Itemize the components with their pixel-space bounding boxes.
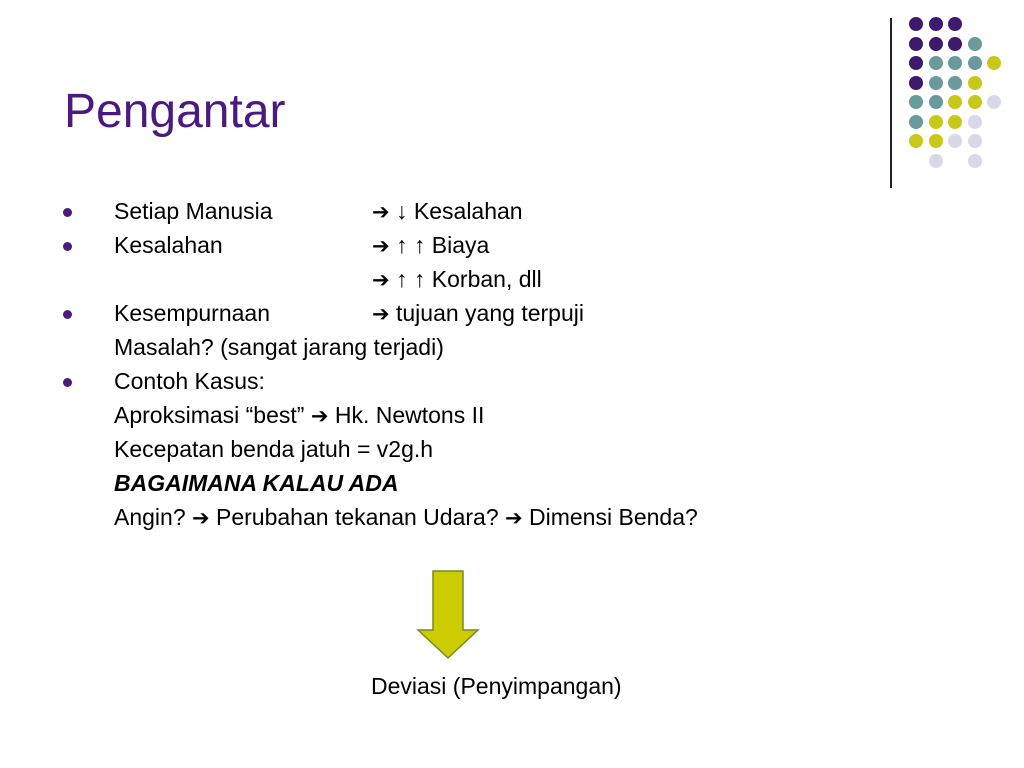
conclusion-text: Deviasi (Penyimpangan) xyxy=(371,673,622,699)
dot-yellow xyxy=(929,115,943,129)
dot-lavender xyxy=(968,134,982,148)
item-result-text: ↓ Kesalahan xyxy=(396,198,523,224)
emphasis-text: BAGAIMANA KALAU ADA xyxy=(114,470,399,496)
dot-lavender xyxy=(948,134,962,148)
arrow-right-icon: ➔ xyxy=(505,506,523,530)
item-label: Setiap Manusia xyxy=(114,198,273,224)
arrow-right-icon: ➔ xyxy=(372,268,390,292)
item-label: Kesalahan xyxy=(114,232,223,258)
bullet-icon xyxy=(63,242,72,251)
bullet-icon xyxy=(63,208,72,217)
dot-lavender xyxy=(929,154,943,168)
item-result-text: ↑ ↑ Korban, dll xyxy=(396,266,542,292)
dot-purple xyxy=(909,37,923,51)
dot-teal xyxy=(909,115,923,129)
down-arrow-shape xyxy=(418,571,478,658)
dot-yellow xyxy=(948,95,962,109)
item-label: Kecepatan benda jatuh = v2g.h xyxy=(114,436,434,462)
dot-teal xyxy=(929,56,943,70)
dot-teal xyxy=(929,76,943,90)
dot-purple xyxy=(948,17,962,31)
dot-purple xyxy=(929,17,943,31)
dot-yellow xyxy=(968,76,982,90)
arrow-right-icon: ➔ xyxy=(372,200,390,224)
dot-purple xyxy=(909,17,923,31)
dot-yellow xyxy=(987,56,1001,70)
dot-yellow xyxy=(929,134,943,148)
dot-purple xyxy=(909,76,923,90)
dot-lavender xyxy=(987,95,1001,109)
down-arrow-icon xyxy=(416,570,480,660)
arrow-right-icon: ➔ xyxy=(372,302,390,326)
item-text: Perubahan tekanan Udara? xyxy=(216,504,499,530)
dot-lavender xyxy=(968,115,982,129)
item-label xyxy=(114,398,484,433)
bullet-icon xyxy=(63,378,72,387)
dot-teal xyxy=(948,56,962,70)
arrow-right-icon: ➔ xyxy=(192,506,210,530)
item-label xyxy=(114,500,698,535)
item-text: Dimensi Benda? xyxy=(529,504,698,530)
slide-title: Pengantar xyxy=(64,85,286,138)
item-result-text: ↑ ↑ Biaya xyxy=(396,232,490,258)
dot-teal xyxy=(968,37,982,51)
item-result-text: tujuan yang terpuji xyxy=(396,300,584,326)
dot-teal xyxy=(909,95,923,109)
item-text: Hk. Newtons II xyxy=(334,402,485,428)
item-result xyxy=(372,262,542,297)
vertical-divider xyxy=(890,18,892,188)
item-label: Masalah? (sangat jarang terjadi) xyxy=(114,334,444,360)
dot-purple xyxy=(929,37,943,51)
item-result xyxy=(372,296,584,331)
dot-purple xyxy=(948,37,962,51)
arrow-right-icon: ➔ xyxy=(310,404,329,428)
item-label: Kesempurnaan xyxy=(114,300,270,326)
dot-purple xyxy=(909,56,923,70)
item-result xyxy=(372,194,523,229)
dot-lavender xyxy=(968,154,982,168)
dot-teal xyxy=(968,56,982,70)
dot-yellow xyxy=(909,134,923,148)
item-text: Aproksimasi “best” xyxy=(114,402,305,428)
item-text: Angin? xyxy=(114,504,186,530)
bullet-icon xyxy=(63,310,72,319)
item-label: Contoh Kasus: xyxy=(114,368,265,394)
arrow-right-icon: ➔ xyxy=(372,234,390,258)
dot-teal xyxy=(948,76,962,90)
dot-yellow xyxy=(968,95,982,109)
item-result xyxy=(372,228,489,263)
dot-yellow xyxy=(948,115,962,129)
dot-teal xyxy=(929,95,943,109)
